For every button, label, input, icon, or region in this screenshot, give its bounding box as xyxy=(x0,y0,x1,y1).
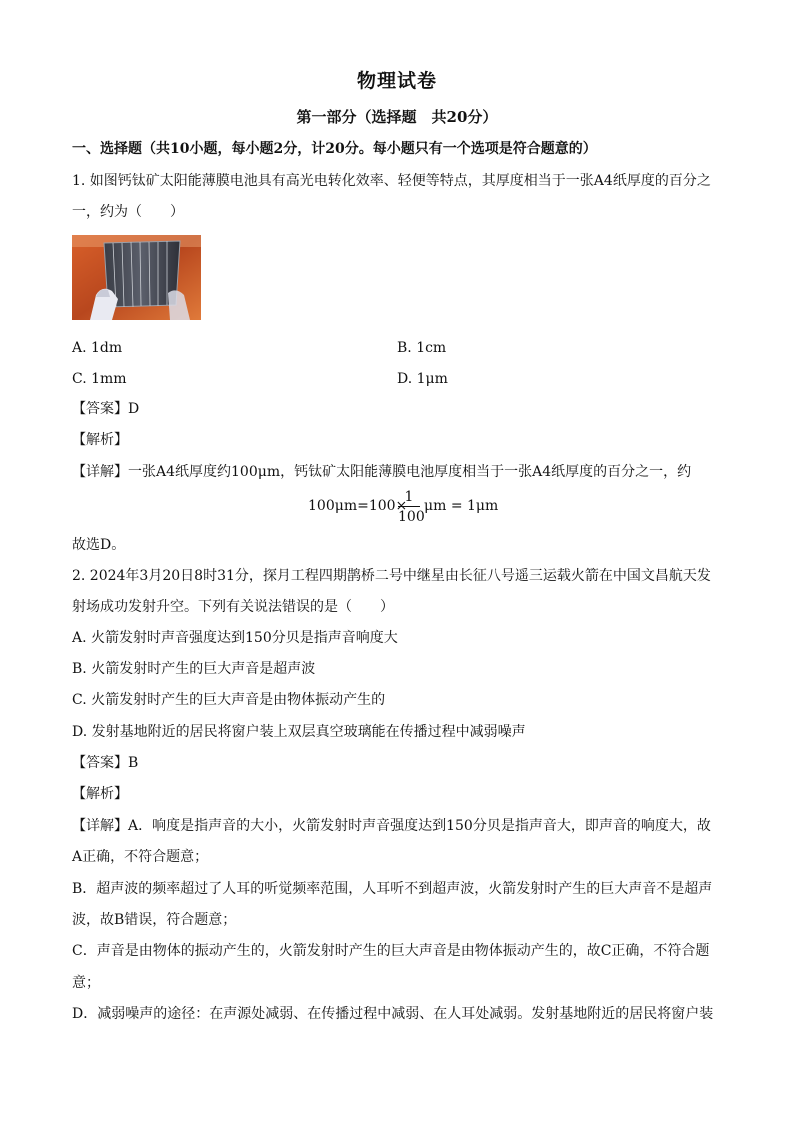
q2-option-a: A. 火箭发射时声音强度达到150分贝是指声音响度大 xyxy=(72,630,398,646)
q2-analysis-label: 【解析】 xyxy=(72,786,128,802)
page-title: 物理试卷 xyxy=(356,70,437,92)
page-subtitle: 第一部分（选择题 共20分） xyxy=(296,108,498,126)
formula-denominator: 100 xyxy=(398,509,425,525)
q2-option-b: B. 火箭发射时产生的巨大声音是超声波 xyxy=(72,661,316,677)
q2-stem-line2: 射场成功发射升空。下列有关说法错误的是（ ） xyxy=(72,599,394,615)
q1-stem-line2: 一，约为（ ） xyxy=(72,204,184,220)
q2-option-c: C. 火箭发射时产生的巨大声音是由物体振动产生的 xyxy=(72,692,386,708)
q2-option-d: D. 发射基地附近的居民将窗户装上双层真空玻璃能在传播过程中减弱噪声 xyxy=(72,724,526,740)
formula-rhs: μm = 1μm xyxy=(424,498,499,514)
q1-option-a: A. 1dm xyxy=(72,340,123,356)
q2-detail-line: 波，故B错误，符合题意； xyxy=(72,912,237,928)
q2-answer: 【答案】B xyxy=(72,755,139,771)
solar-cell-photo xyxy=(72,235,201,320)
q2-detail-line: C．声音是由物体的振动产生的，火箭发射时产生的巨大声音是由物体振动产生的，故C正确，不符合题 xyxy=(72,943,710,959)
q2-detail-line: 意； xyxy=(72,975,100,991)
q2-detail-line: A正确，不符合题意； xyxy=(72,849,209,865)
formula-lhs: 100μm=100× xyxy=(308,498,408,514)
q1-option-d: D. 1μm xyxy=(397,371,448,387)
formula-numerator: 1 xyxy=(398,488,420,507)
q1-stem-line1: 1. 如图钙钛矿太阳能薄膜电池具有高光电转化效率、轻便等特点，其厚度相当于一张A4纸厚度的百分之 xyxy=(72,173,711,189)
formula-fraction xyxy=(398,488,425,525)
q2-stem-line1: 2. 2024年3月20日8时31分，探月工程四期鹊桥二号中继星由长征八号遥三运载火箭在中国文昌航天发 xyxy=(72,568,711,584)
section-heading: 一、选择题（共10小题，每小题2分，计20分。每小题只有一个选项是符合题意的） xyxy=(72,141,597,157)
q2-detail-line: 【详解】A．响度是指声音的大小，火箭发射时声音强度达到150分贝是指声音大，即声音的响度大，故 xyxy=(72,818,711,834)
q1-option-b: B. 1cm xyxy=(397,340,447,356)
q1-answer: 【答案】D xyxy=(72,401,140,417)
q1-detail: 【详解】一张A4纸厚度约100μm，钙钛矿太阳能薄膜电池厚度相当于一张A4纸厚度的百分之一，约 xyxy=(72,464,692,480)
q1-conclusion: 故选D。 xyxy=(72,537,126,553)
q1-analysis-label: 【解析】 xyxy=(72,432,128,448)
q2-detail-line: D．减弱噪声的途径：在声源处减弱、在传播过程中减弱、在人耳处减弱。发射基地附近的居民将窗户装 xyxy=(72,1006,714,1022)
q1-option-c: C. 1mm xyxy=(72,371,127,387)
q2-detail-line: B．超声波的频率超过了人耳的听觉频率范围，人耳听不到超声波，火箭发射时产生的巨大声音不是超声 xyxy=(72,881,713,897)
